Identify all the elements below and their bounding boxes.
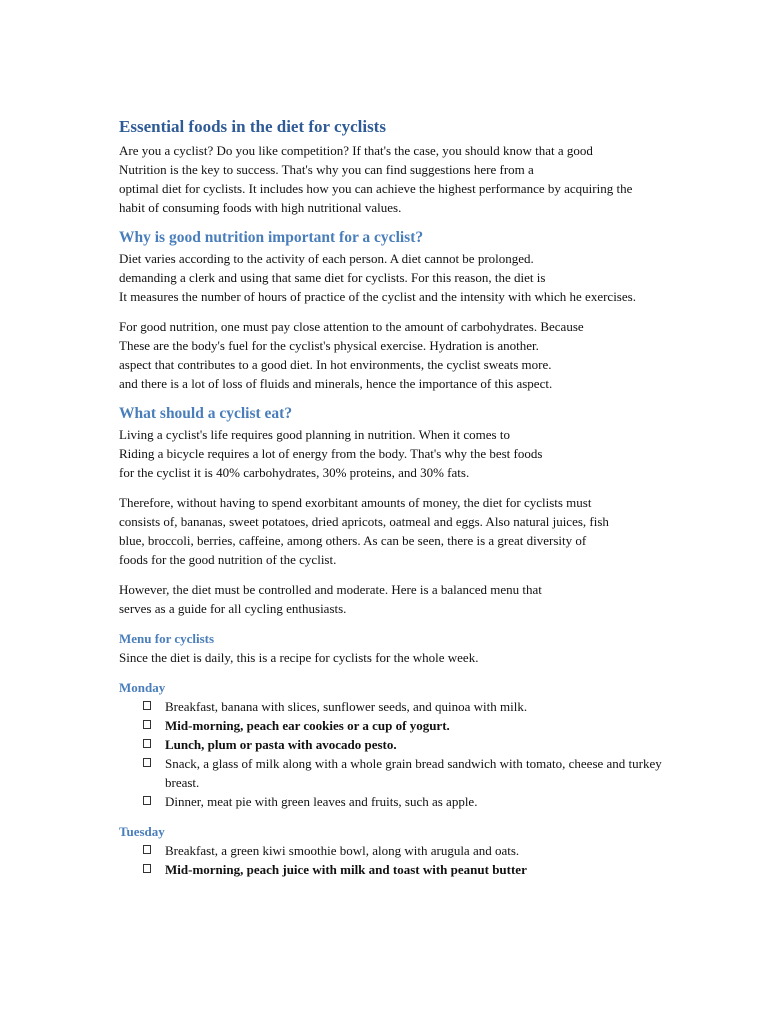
menu-heading: Menu for cyclists bbox=[119, 631, 215, 646]
text-line: demanding a clerk and using that same diet for cyclists. For this reason, the diet is bbox=[119, 270, 546, 285]
why-nutrition-paragraph-1 bbox=[119, 249, 689, 306]
text-line: and there is a lot of loss of fluids and minerals, hence the importance of this aspect. bbox=[119, 376, 553, 391]
list-item bbox=[119, 735, 689, 754]
document-content bbox=[119, 116, 689, 879]
list-item bbox=[119, 716, 689, 735]
checkbox-icon bbox=[143, 845, 151, 854]
text-line: For good nutrition, one must pay close attention to the amount of carbohydrates. Because bbox=[119, 319, 584, 334]
list-item-text: Mid-morning, peach ear cookies or a cup of yogurt. bbox=[165, 718, 450, 733]
what-to-eat-paragraph-1 bbox=[119, 425, 689, 482]
list-item-text: Breakfast, a green kiwi smoothie bowl, along with arugula and oats. bbox=[165, 843, 520, 858]
text-line: Diet varies according to the activity of each person. A diet cannot be prolonged. bbox=[119, 251, 534, 266]
intro-paragraph bbox=[119, 141, 689, 217]
section-heading-what-to-eat: What should a cyclist eat? bbox=[119, 405, 293, 422]
text-line: consists of, bananas, sweet potatoes, dried apricots, oatmeal and eggs. Also natural juices, fish bbox=[119, 514, 609, 529]
text-line: It measures the number of hours of practice of the cyclist and the intensity with which he exercises. bbox=[119, 289, 636, 304]
why-nutrition-paragraph-2 bbox=[119, 317, 689, 393]
text-line: foods for the good nutrition of the cyclist. bbox=[119, 552, 337, 567]
list-item bbox=[119, 841, 689, 860]
checkbox-icon bbox=[143, 701, 151, 710]
list-item-text: Lunch, plum or pasta with avocado pesto. bbox=[165, 737, 397, 752]
text-line: Since the diet is daily, this is a recipe for cyclists for the whole week. bbox=[119, 650, 479, 665]
text-line: aspect that contributes to a good diet. In hot environments, the cyclist sweats more. bbox=[119, 357, 552, 372]
checkbox-icon bbox=[143, 739, 151, 748]
text-line: Therefore, without having to spend exorbitant amounts of money, the diet for cyclists must bbox=[119, 495, 592, 510]
list-item-text: Mid-morning, peach juice with milk and toast with peanut butter bbox=[165, 862, 527, 877]
text-line: However, the diet must be controlled and moderate. Here is a balanced menu that bbox=[119, 582, 542, 597]
intro-line: Nutrition is the key to success. That's why you can find suggestions here from a bbox=[119, 162, 534, 177]
text-line: These are the body's fuel for the cyclist's physical exercise. Hydration is another. bbox=[119, 338, 539, 353]
list-item-text: Breakfast, banana with slices, sunflower seeds, and quinoa with milk. bbox=[165, 699, 528, 714]
tuesday-heading: Tuesday bbox=[119, 824, 165, 839]
list-item-text: Snack, a glass of milk along with a whole grain bread sandwich with tomato, cheese and turkey breast. bbox=[165, 756, 662, 790]
monday-list bbox=[119, 697, 689, 811]
list-item bbox=[119, 754, 689, 792]
text-line: serves as a guide for all cycling enthusiasts. bbox=[119, 601, 347, 616]
menu-intro bbox=[119, 648, 689, 667]
intro-line: Are you a cyclist? Do you like competition? If that's the case, you should know that a good bbox=[119, 143, 593, 158]
text-line: for the cyclist it is 40% carbohydrates, 30% proteins, and 30% fats. bbox=[119, 465, 470, 480]
list-item-text: Dinner, meat pie with green leaves and fruits, such as apple. bbox=[165, 794, 478, 809]
what-to-eat-paragraph-3 bbox=[119, 580, 689, 618]
text-line: Living a cyclist's life requires good planning in nutrition. When it comes to bbox=[119, 427, 510, 442]
list-item bbox=[119, 860, 689, 879]
intro-line: habit of consuming foods with high nutritional values. bbox=[119, 200, 402, 215]
checkbox-icon bbox=[143, 758, 151, 767]
checkbox-icon bbox=[143, 796, 151, 805]
intro-line: optimal diet for cyclists. It includes how you can achieve the highest performance by acquiring the bbox=[119, 181, 633, 196]
section-heading-why-nutrition: Why is good nutrition important for a cyclist? bbox=[119, 229, 424, 246]
tuesday-list bbox=[119, 841, 689, 879]
list-item bbox=[119, 697, 689, 716]
text-line: Riding a bicycle requires a lot of energy from the body. That's why the best foods bbox=[119, 446, 543, 461]
checkbox-icon bbox=[143, 864, 151, 873]
text-line: blue, broccoli, berries, caffeine, among others. As can be seen, there is a great diversity of bbox=[119, 533, 587, 548]
monday-heading: Monday bbox=[119, 680, 166, 695]
list-item bbox=[119, 792, 689, 811]
checkbox-icon bbox=[143, 720, 151, 729]
what-to-eat-paragraph-2 bbox=[119, 493, 689, 569]
document-title: Essential foods in the diet for cyclists bbox=[119, 117, 386, 136]
